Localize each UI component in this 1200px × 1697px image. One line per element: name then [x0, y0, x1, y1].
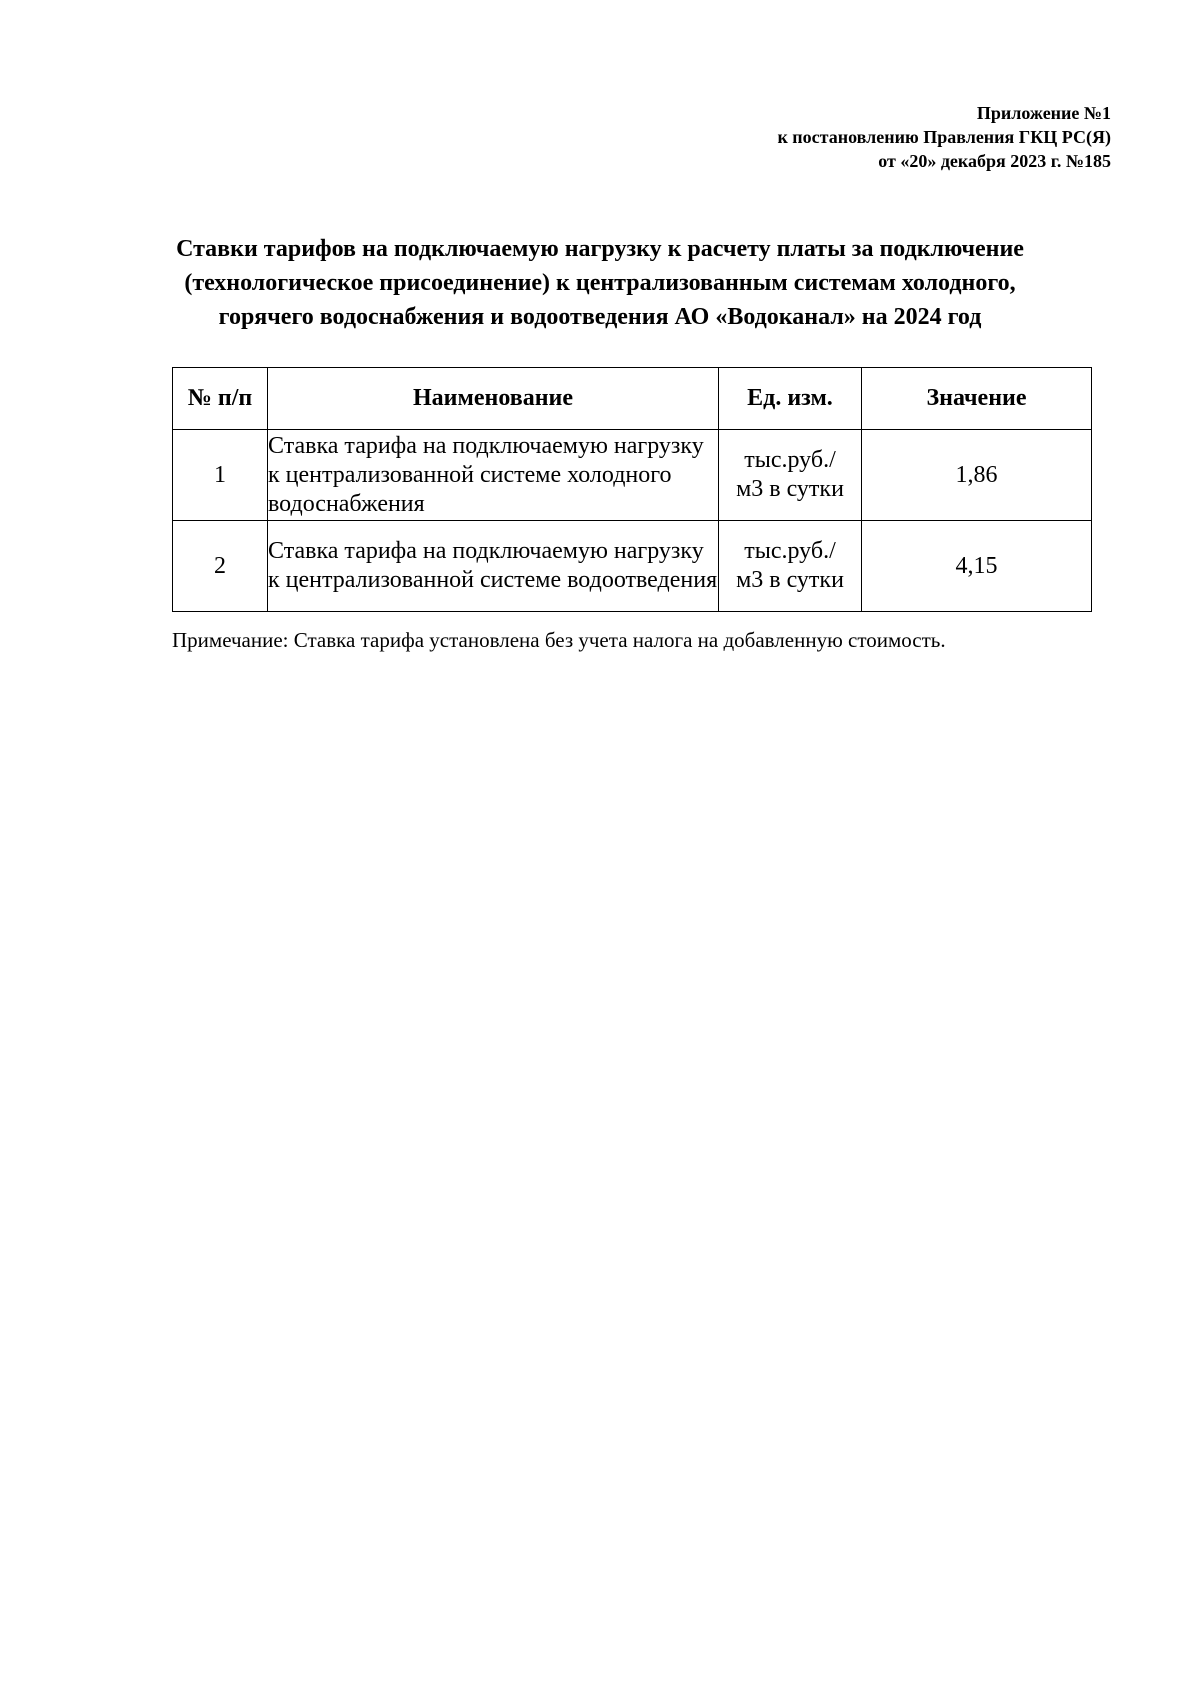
row-name: Ставка тарифа на подключаемую нагрузку к централизованной системе холодного водоснабжения — [268, 430, 719, 521]
table-row — [173, 521, 1092, 612]
document-title — [100, 232, 1100, 334]
row-unit-line-2: м3 в сутки — [736, 567, 844, 593]
title-line-3: горячего водоснабжения и водоотведения АО «Водоканал» на 2024 год — [218, 304, 982, 330]
tariff-table — [172, 367, 1092, 612]
row-unit — [719, 521, 862, 612]
row-name: Ставка тарифа на подключаемую нагрузку к централизованной системе водоотведения — [268, 521, 719, 612]
header-value: Значение — [862, 368, 1092, 430]
row-value: 4,15 — [862, 521, 1092, 612]
appendix-resolution-ref: к постановлению Правления ГКЦ РС(Я) — [777, 127, 1111, 147]
appendix-number: Приложение №1 — [976, 103, 1111, 123]
header-num: № п/п — [173, 368, 268, 430]
header-name: Наименование — [268, 368, 719, 430]
footnote: Примечание: Ставка тарифа установлена без учета налога на добавленную стоимость. — [172, 628, 946, 652]
table-header-row — [173, 368, 1092, 430]
appendix-header — [511, 101, 1111, 173]
title-line-2: (технологическое присоединение) к централизованным системам холодного, — [184, 270, 1016, 296]
row-unit — [719, 430, 862, 521]
title-line-1: Ставки тарифов на подключаемую нагрузку к расчету платы за подключение — [176, 236, 1024, 262]
row-num: 1 — [173, 430, 268, 521]
row-unit-line-2: м3 в сутки — [736, 476, 844, 502]
appendix-date: от «20» декабря 2023 г. №185 — [878, 151, 1111, 171]
header-unit: Ед. изм. — [719, 368, 862, 430]
row-value: 1,86 — [862, 430, 1092, 521]
row-unit-line-1: тыс.руб./ — [744, 538, 836, 564]
row-num: 2 — [173, 521, 268, 612]
table-row — [173, 430, 1092, 521]
row-unit-line-1: тыс.руб./ — [744, 447, 836, 473]
